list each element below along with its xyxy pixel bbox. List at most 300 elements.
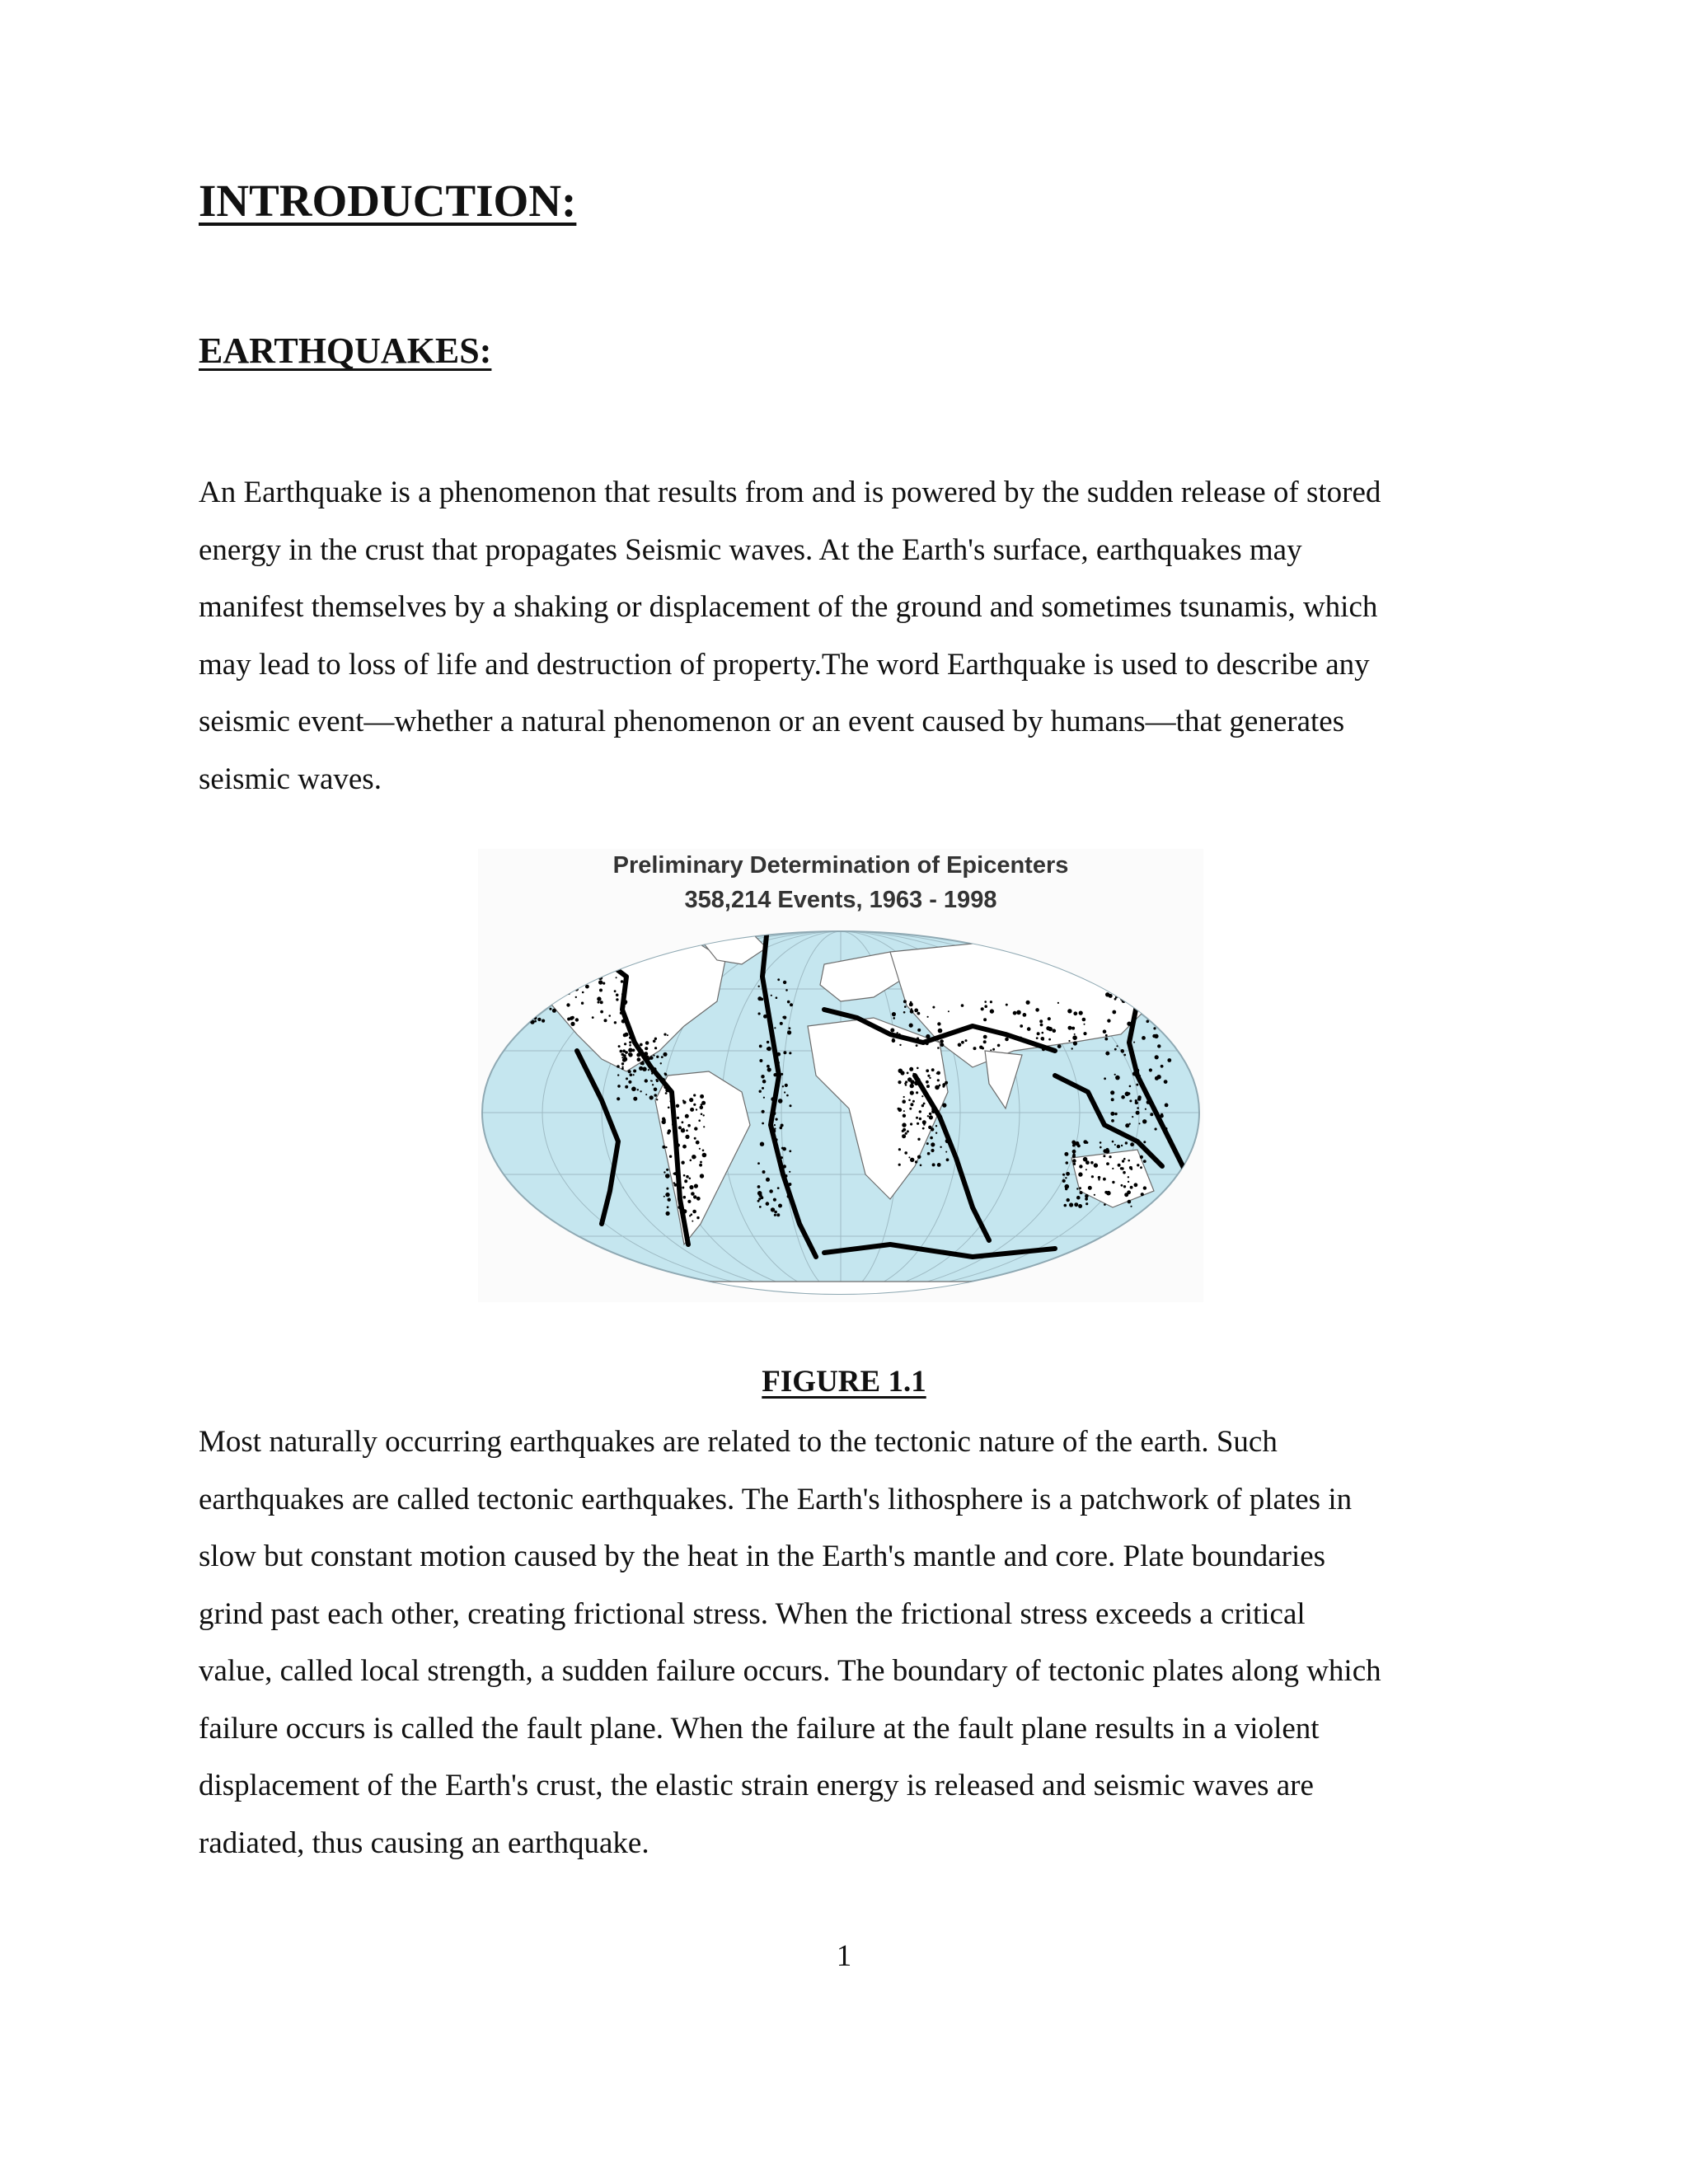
epicenter-dot bbox=[575, 963, 578, 965]
epicenter-dot bbox=[631, 1087, 636, 1092]
epicenter-dot bbox=[701, 1113, 703, 1116]
epicenter-dot bbox=[665, 1193, 669, 1197]
epicenter-dot bbox=[665, 1146, 667, 1148]
epicenter-dot bbox=[902, 1134, 906, 1138]
epicenter-dot bbox=[527, 982, 530, 986]
epicenter-dot bbox=[663, 1119, 666, 1122]
epicenter-dot bbox=[572, 967, 576, 971]
epicenter-dot bbox=[693, 1094, 696, 1096]
epicenter-dot bbox=[782, 1085, 784, 1087]
epicenter-dot bbox=[1094, 1194, 1095, 1196]
epicenter-dot bbox=[1114, 1144, 1116, 1146]
epicenter-dot bbox=[774, 1027, 776, 1029]
epicenter-dot bbox=[946, 1158, 950, 1161]
epicenter-dot bbox=[694, 1127, 697, 1130]
epicenter-dot bbox=[936, 1071, 940, 1076]
epicenter-dot bbox=[617, 1097, 620, 1100]
epicenter-dot bbox=[929, 1077, 931, 1079]
epicenter-dot bbox=[930, 1137, 933, 1140]
epicenter-dot bbox=[1146, 996, 1149, 1000]
epicenter-dot bbox=[1026, 1001, 1030, 1005]
epicenter-dot bbox=[1104, 1077, 1106, 1080]
epicenter-dot bbox=[614, 990, 617, 992]
epicenter-dot bbox=[649, 1056, 654, 1060]
epicenter-dot bbox=[665, 1092, 668, 1094]
epicenter-dot bbox=[917, 1138, 920, 1141]
epicenter-dot bbox=[990, 1009, 994, 1013]
epicenter-dot bbox=[1073, 1041, 1077, 1045]
epicenter-dot bbox=[937, 1163, 941, 1167]
epicenter-dot bbox=[673, 1173, 676, 1175]
epicenter-dot bbox=[621, 980, 624, 983]
epicenter-dot bbox=[668, 1198, 671, 1202]
epicenter-dot bbox=[903, 1114, 906, 1118]
figure-caption: FIGURE 1.1 bbox=[762, 1365, 926, 1399]
epicenter-dot bbox=[769, 1189, 773, 1193]
epicenter-dot bbox=[1035, 1008, 1039, 1012]
epicenter-dot bbox=[1094, 1163, 1098, 1167]
epicenter-dot bbox=[1139, 1122, 1141, 1124]
epicenter-dot bbox=[663, 1033, 666, 1036]
epicenter-dot bbox=[700, 1161, 702, 1164]
epicenter-dot bbox=[628, 1048, 632, 1052]
epicenter-dot bbox=[1100, 1146, 1102, 1149]
epicenter-dot bbox=[990, 1049, 992, 1051]
epicenter-dot bbox=[696, 1141, 700, 1145]
epicenter-dot bbox=[757, 1185, 761, 1188]
epicenter-dot bbox=[547, 984, 551, 987]
epicenter-dot bbox=[662, 1146, 665, 1149]
epicenter-dot bbox=[927, 1016, 929, 1018]
epicenter-dot bbox=[776, 996, 778, 999]
epicenter-dot bbox=[654, 1038, 657, 1040]
epicenter-dot bbox=[661, 1056, 663, 1058]
epicenter-dot bbox=[1057, 1002, 1059, 1004]
epicenter-dot bbox=[1006, 1004, 1008, 1006]
epicenter-dot bbox=[783, 1051, 786, 1054]
epicenter-dot bbox=[687, 1200, 691, 1203]
epicenter-dot bbox=[898, 1108, 900, 1110]
epicenter-dot bbox=[648, 1069, 649, 1071]
epicenter-dot bbox=[537, 987, 542, 991]
paragraph-line: radiated, thus causing an earthquake. bbox=[199, 1825, 649, 1860]
epicenter-dot bbox=[1079, 1011, 1083, 1015]
epicenter-dot bbox=[931, 1068, 935, 1071]
epicenter-dot bbox=[1082, 1018, 1086, 1022]
epicenter-dot bbox=[1037, 1032, 1040, 1035]
epicenter-dot bbox=[1068, 1026, 1072, 1030]
epicenter-dot bbox=[1125, 1123, 1129, 1127]
epicenter-dot bbox=[603, 982, 605, 985]
epicenter-dot bbox=[1072, 1159, 1076, 1163]
epicenter-dot bbox=[660, 1062, 662, 1064]
epicenter-dot bbox=[1141, 1193, 1144, 1196]
epicenter-dot bbox=[1130, 1186, 1133, 1189]
epicenter-dot bbox=[616, 994, 619, 997]
epicenter-dot bbox=[789, 1150, 791, 1152]
epicenter-dot bbox=[902, 1122, 906, 1127]
epicenter-dot bbox=[919, 1110, 921, 1113]
paragraph-line: seismic event—whether a natural phenomenon or an event caused by humans—that generates bbox=[199, 705, 1345, 738]
epicenter-dot bbox=[629, 1044, 631, 1047]
epicenter-dot bbox=[1140, 1155, 1143, 1159]
paragraph-line: may lead to loss of life and destruction of property.The word Earthquake is used to describe any bbox=[199, 647, 1370, 682]
epicenter-dot bbox=[1111, 1098, 1114, 1101]
epicenter-dot bbox=[645, 1041, 649, 1045]
epicenter-dot bbox=[1140, 1166, 1142, 1169]
epicenter-dot bbox=[903, 1128, 906, 1132]
epicenter-dot bbox=[696, 1197, 701, 1201]
paragraph-line: Most naturally occurring earthquakes are related to the tectonic nature of the earth. Such bbox=[199, 1425, 1278, 1459]
epicenter-dot bbox=[623, 1033, 627, 1038]
epicenter-dot bbox=[1112, 1141, 1114, 1143]
epicenter-dot bbox=[758, 1012, 761, 1015]
epicenter-dot bbox=[1078, 1172, 1082, 1176]
epicenter-dot bbox=[599, 989, 603, 992]
epicenter-dot bbox=[1067, 1198, 1070, 1202]
epicenter-dot bbox=[534, 1020, 537, 1023]
epicenter-dot bbox=[571, 988, 574, 991]
epicenter-dot bbox=[696, 1216, 699, 1219]
epicenter-dot bbox=[621, 1062, 624, 1065]
epicenter-dot bbox=[1103, 1155, 1105, 1157]
epicenter-dot bbox=[789, 1027, 791, 1029]
epicenter-dot bbox=[1167, 1058, 1171, 1062]
epicenter-dot bbox=[1112, 1181, 1114, 1183]
epicenter-dot bbox=[1103, 1029, 1107, 1033]
paragraph-line: displacement of the Earth's crust, the elastic strain energy is released and seismic waves are bbox=[199, 1769, 1314, 1802]
epicenter-dot bbox=[1154, 1006, 1158, 1010]
epicenter-dot bbox=[556, 960, 559, 963]
epicenter-dot bbox=[1062, 1174, 1065, 1176]
epicenter-dot bbox=[689, 1098, 693, 1102]
epicenter-dot bbox=[1149, 1068, 1152, 1071]
epicenter-dot bbox=[701, 1101, 706, 1105]
epicenter-dot bbox=[907, 1130, 909, 1132]
epicenter-dot bbox=[1111, 1119, 1114, 1122]
epicenter-dot bbox=[1076, 1196, 1081, 1200]
epicenter-dot bbox=[909, 1067, 913, 1071]
epicenter-dot bbox=[1109, 1155, 1112, 1158]
epicenter-dot bbox=[997, 1044, 1001, 1047]
epicenter-dot bbox=[920, 1165, 922, 1167]
epicenter-dot bbox=[1072, 1035, 1077, 1040]
epicenter-dot bbox=[1137, 1097, 1142, 1101]
epicenter-dot bbox=[1098, 1179, 1100, 1180]
epicenter-dot bbox=[909, 1024, 913, 1028]
epicenter-dot bbox=[1071, 1027, 1075, 1030]
epicenter-dot bbox=[932, 1163, 935, 1166]
epicenter-dot bbox=[560, 961, 561, 963]
epicenter-dot bbox=[700, 1174, 704, 1178]
epicenter-dot bbox=[1073, 1011, 1077, 1015]
epicenter-dot bbox=[938, 1029, 943, 1033]
epicenter-dot bbox=[642, 1067, 646, 1071]
epicenter-dot bbox=[1135, 1005, 1138, 1008]
epicenter-dot bbox=[622, 1066, 624, 1068]
paragraph-line: earthquakes are called tectonic earthquakes. The Earth's lithosphere is a patchwork of plates in bbox=[199, 1482, 1353, 1516]
epicenter-dot bbox=[904, 1005, 907, 1008]
epicenter-dot bbox=[1098, 1176, 1101, 1179]
epicenter-dot bbox=[700, 1094, 704, 1099]
epicenter-dot bbox=[699, 1148, 701, 1150]
epicenter-dot bbox=[1165, 1029, 1169, 1033]
epicenter-dot bbox=[917, 1029, 921, 1032]
epicenter-dot bbox=[683, 1174, 686, 1177]
epicenter-dot bbox=[1169, 1016, 1171, 1019]
epicenter-dot bbox=[537, 991, 539, 993]
epicenter-dot bbox=[1123, 1185, 1126, 1188]
epicenter-dot bbox=[892, 1012, 896, 1016]
epicenter-dot bbox=[686, 1129, 688, 1132]
epicenter-dot bbox=[767, 1067, 771, 1071]
epicenter-dot bbox=[1135, 1099, 1137, 1102]
epicenter-dot bbox=[552, 1009, 556, 1013]
epicenter-dot bbox=[668, 1107, 670, 1109]
epicenter-dot bbox=[908, 1099, 911, 1102]
epicenter-dot bbox=[1042, 1032, 1044, 1034]
epicenter-dot bbox=[1116, 1045, 1118, 1047]
epicenter-dot bbox=[575, 1018, 579, 1021]
epicenter-dot bbox=[945, 1151, 947, 1153]
epicenter-dot bbox=[689, 1215, 691, 1216]
epicenter-dot bbox=[776, 1213, 780, 1216]
epicenter-dot bbox=[777, 1187, 780, 1189]
epicenter-dot bbox=[698, 1119, 701, 1122]
epicenter-dot bbox=[899, 1044, 901, 1046]
epicenter-dot bbox=[890, 1029, 894, 1033]
epicenter-dot bbox=[1071, 1047, 1073, 1049]
epicenter-dot bbox=[926, 1080, 929, 1084]
epicenter-dot bbox=[692, 1210, 696, 1214]
epicenter-dot bbox=[992, 1048, 995, 1051]
epicenter-dot bbox=[531, 983, 534, 987]
epicenter-dot bbox=[663, 1196, 665, 1197]
epicenter-dot bbox=[759, 1045, 762, 1048]
epicenter-dot bbox=[682, 1128, 684, 1130]
epicenter-dot bbox=[1115, 1076, 1120, 1080]
epicenter-dot bbox=[614, 1021, 617, 1024]
epicenter-dot bbox=[1106, 1162, 1109, 1165]
epicenter-dot bbox=[534, 969, 537, 972]
epicenter-dot bbox=[528, 980, 531, 982]
epicenter-dot bbox=[690, 1108, 694, 1112]
epicenter-dot bbox=[783, 981, 786, 984]
epicenter-dot bbox=[1117, 1145, 1120, 1148]
epicenter-dot bbox=[931, 1142, 935, 1146]
epicenter-dot bbox=[588, 964, 590, 967]
epicenter-dot bbox=[762, 1080, 767, 1084]
epicenter-dot bbox=[693, 1104, 696, 1106]
epicenter-dot bbox=[1040, 1024, 1043, 1027]
epicenter-dot bbox=[766, 1202, 770, 1206]
epicenter-dot bbox=[1013, 1011, 1017, 1015]
epicenter-dot bbox=[940, 1146, 941, 1148]
epicenter-dot bbox=[687, 1124, 691, 1127]
epicenter-dot bbox=[1062, 1179, 1066, 1183]
epicenter-dot bbox=[759, 1206, 762, 1208]
epicenter-dot bbox=[682, 1099, 684, 1101]
epicenter-dot bbox=[759, 1059, 762, 1062]
epicenter-dot bbox=[574, 973, 578, 977]
epicenter-dot bbox=[1068, 1040, 1070, 1042]
epicenter-dot bbox=[1042, 1038, 1043, 1040]
epicenter-dot bbox=[1121, 1184, 1123, 1187]
epicenter-dot bbox=[585, 985, 589, 989]
epicenter-dot bbox=[917, 1012, 921, 1015]
epicenter-dot bbox=[1168, 987, 1172, 991]
epicenter-dot bbox=[898, 1080, 901, 1084]
epicenter-dot bbox=[666, 1169, 668, 1171]
epicenter-dot bbox=[618, 1045, 621, 1047]
epicenter-dot bbox=[645, 1047, 648, 1050]
epicenter-dot bbox=[926, 1085, 930, 1088]
epicenter-dot bbox=[762, 1122, 764, 1125]
epicenter-dot bbox=[696, 1108, 697, 1110]
epicenter-dot bbox=[683, 1196, 687, 1199]
epicenter-dot bbox=[592, 1016, 594, 1019]
epicenter-dot bbox=[1162, 1005, 1165, 1009]
epicenter-dot bbox=[935, 1085, 940, 1090]
epicenter-dot bbox=[789, 1171, 790, 1173]
epicenter-dot bbox=[692, 1155, 696, 1159]
epicenter-dot bbox=[689, 1185, 693, 1189]
epicenter-dot bbox=[535, 963, 537, 966]
epicenter-dot bbox=[1072, 1150, 1076, 1154]
epicenter-dot bbox=[656, 1056, 659, 1058]
epicenter-dot bbox=[982, 1047, 984, 1049]
epicenter-dot bbox=[565, 971, 568, 974]
epicenter-dot bbox=[1085, 1197, 1088, 1201]
epicenter-dot bbox=[907, 1072, 909, 1075]
epicenter-dot bbox=[1155, 990, 1157, 992]
epicenter-dot bbox=[1023, 1013, 1027, 1017]
epicenter-dot bbox=[931, 1127, 934, 1131]
epicenter-dot bbox=[784, 1091, 785, 1093]
epicenter-dot bbox=[942, 1083, 945, 1086]
epicenter-dot bbox=[774, 1214, 776, 1216]
epicenter-dot bbox=[948, 1010, 950, 1012]
epicenter-dot bbox=[757, 996, 762, 1001]
epicenter-dot bbox=[549, 1008, 551, 1010]
epicenter-dot bbox=[1129, 1099, 1132, 1102]
epicenter-dot bbox=[777, 978, 780, 981]
epicenter-dot bbox=[1128, 1092, 1131, 1095]
epicenter-dot bbox=[1107, 1019, 1110, 1022]
epicenter-dot bbox=[682, 1145, 687, 1149]
epicenter-dot bbox=[983, 1035, 987, 1039]
epicenter-dot bbox=[669, 1155, 672, 1158]
epicenter-dot bbox=[1155, 1055, 1159, 1059]
epicenter-dot bbox=[1073, 1163, 1076, 1165]
epicenter-dot bbox=[654, 1088, 658, 1092]
epicenter-dot bbox=[1128, 1176, 1129, 1178]
epicenter-dot bbox=[927, 1152, 931, 1155]
epicenter-dot bbox=[593, 970, 596, 972]
epicenter-dot bbox=[767, 1041, 769, 1043]
epicenter-dot bbox=[666, 1188, 668, 1190]
epicenter-dot bbox=[1142, 1036, 1146, 1040]
epicenter-dot bbox=[1103, 1149, 1107, 1153]
epicenter-dot bbox=[940, 1039, 944, 1043]
epicenter-dot bbox=[937, 1022, 940, 1025]
epicenter-dot bbox=[1133, 1042, 1135, 1043]
epicenter-dot bbox=[663, 1171, 665, 1173]
epicenter-dot bbox=[780, 1022, 783, 1025]
epicenter-dot bbox=[1074, 1202, 1078, 1207]
epicenter-dot bbox=[1079, 1187, 1081, 1189]
epicenter-dot bbox=[633, 1097, 637, 1101]
epicenter-dot bbox=[608, 1015, 611, 1017]
epicenter-dot bbox=[921, 1095, 923, 1097]
epicenter-dot bbox=[664, 1072, 667, 1075]
epicenter-dot bbox=[1164, 991, 1167, 994]
epicenter-dot bbox=[663, 1052, 667, 1057]
epicenter-dot bbox=[1129, 1085, 1132, 1088]
epicenter-dot bbox=[615, 966, 617, 968]
epicenter-dot bbox=[790, 1003, 793, 1006]
epicenter-dot bbox=[1136, 1111, 1140, 1115]
epicenter-dot bbox=[937, 1079, 940, 1081]
epicenter-dot bbox=[760, 1142, 764, 1146]
epicenter-dot bbox=[598, 1001, 600, 1004]
epicenter-dot bbox=[787, 1030, 791, 1034]
epicenter-dot bbox=[785, 1084, 788, 1087]
epicenter-dot bbox=[567, 1018, 570, 1021]
epicenter-dot bbox=[692, 1221, 693, 1222]
epicenter-dot bbox=[569, 963, 574, 968]
epicenter-dot bbox=[1085, 1141, 1088, 1144]
epicenter-dot bbox=[981, 1007, 984, 1010]
epicenter-dot bbox=[898, 1148, 901, 1151]
epicenter-dot bbox=[617, 1065, 620, 1068]
epicenter-dot bbox=[1074, 1033, 1076, 1035]
epicenter-dot bbox=[640, 1090, 641, 1092]
epicenter-dot bbox=[1164, 1080, 1168, 1084]
figure-title: Preliminary Determination of Epicenters bbox=[612, 852, 1069, 879]
epicenter-dot bbox=[575, 996, 577, 998]
epicenter-dot bbox=[1046, 1026, 1050, 1030]
epicenter-dot bbox=[654, 1094, 657, 1097]
epicenter-dot bbox=[893, 1017, 895, 1019]
epicenter-dot bbox=[1143, 1186, 1146, 1189]
epicenter-dot bbox=[582, 991, 584, 994]
epicenter-dot bbox=[1128, 1160, 1130, 1162]
epicenter-dot bbox=[629, 1041, 631, 1043]
epicenter-dot bbox=[1125, 1141, 1128, 1144]
epicenter-dot bbox=[616, 998, 618, 1001]
epicenter-dot bbox=[1069, 1202, 1073, 1207]
epicenter-dot bbox=[961, 1004, 964, 1007]
epicenter-dot bbox=[917, 1122, 919, 1125]
epicenter-dot bbox=[1104, 1203, 1106, 1206]
epicenter-dot bbox=[1027, 1027, 1031, 1031]
epicenter-dot bbox=[1057, 1044, 1062, 1048]
epicenter-dot bbox=[1130, 1168, 1132, 1170]
epicenter-dot bbox=[1149, 1013, 1152, 1016]
epicenter-dot bbox=[1104, 1191, 1108, 1194]
epicenter-dot bbox=[921, 1104, 924, 1107]
epicenter-dot bbox=[545, 987, 548, 990]
epicenter-dot bbox=[1123, 1158, 1126, 1160]
epicenter-dot bbox=[637, 1057, 641, 1062]
epicenter-dot bbox=[548, 977, 552, 982]
epicenter-dot bbox=[645, 1094, 647, 1095]
epicenter-dot bbox=[926, 1142, 929, 1145]
epicenter-dot bbox=[1105, 1034, 1108, 1037]
epicenter-dot bbox=[538, 1006, 542, 1010]
epicenter-dot bbox=[550, 988, 553, 991]
